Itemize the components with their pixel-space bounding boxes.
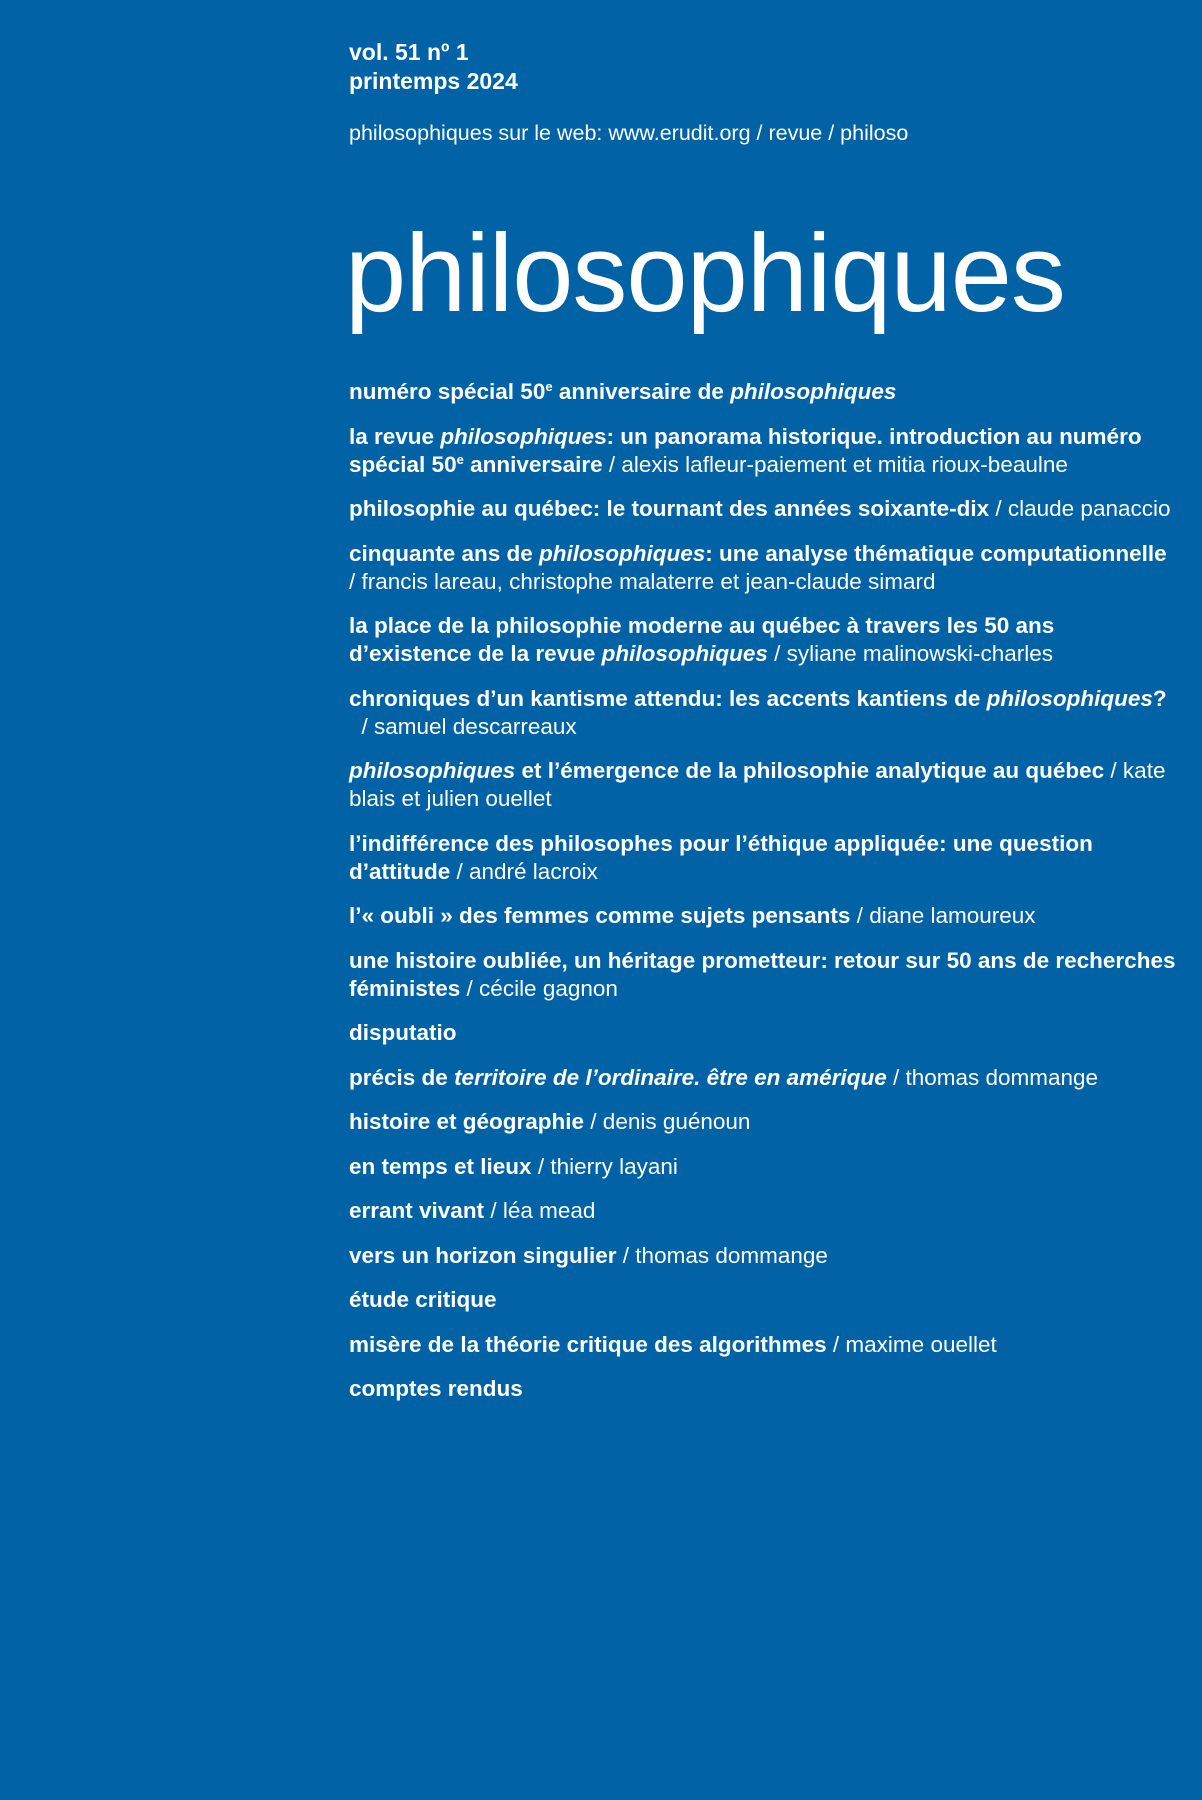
toc-section-heading: étude critique xyxy=(349,1287,497,1312)
toc-entry-special-issue: numéro spécial 50e anniversaire de philosophiques xyxy=(349,379,897,404)
table-of-contents xyxy=(349,378,1179,1403)
toc-entry: une histoire oubliée, un héritage prometteur: retour sur 50 ans de recherches féministes / cécile gagnon xyxy=(349,947,1176,1001)
toc-entry: l’« oubli » des femmes comme sujets pensants / diane lamoureux xyxy=(349,903,1036,928)
toc-entry: chroniques d’un kantisme attendu: les accents kantiens de philosophiques? / samuel descarreaux xyxy=(349,685,1167,739)
toc-entry: misère de la théorie critique des algorithmes / maxime ouellet xyxy=(349,1331,997,1357)
cover-content xyxy=(345,38,1179,1420)
toc-entry: histoire et géographie / denis guénoun xyxy=(349,1109,751,1134)
toc-entry: cinquante ans de philosophiques: une analyse thématique computationnelle / francis lareau, christophe malaterre et jean-claude simard xyxy=(349,540,1167,594)
toc-entry: l’indifférence des philosophes pour l’éthique appliquée: une question d’attitude / andré lacroix xyxy=(349,830,1093,884)
toc-entry: philosophiques et l’émergence de la philosophie analytique au québec / kate blais et julien ouellet xyxy=(349,758,1166,811)
toc-entry: précis de territoire de l’ordinaire. être en amérique / thomas dommange xyxy=(349,1064,1099,1090)
toc-section-heading: disputatio xyxy=(349,1020,457,1045)
web-address: philosophiques sur le web: www.erudit.org / revue / philoso xyxy=(349,121,909,145)
toc-entry: en temps et lieux / thierry layani xyxy=(349,1153,678,1179)
toc-entry: errant vivant / léa mead xyxy=(349,1198,596,1223)
toc-entry: vers un horizon singulier / thomas dommange xyxy=(349,1242,828,1268)
toc-entry: philosophie au québec: le tournant des années soixante-dix / claude panaccio xyxy=(349,496,1171,521)
issue-season: printemps 2024 xyxy=(349,68,518,94)
journal-title: philosophiques xyxy=(345,212,1065,335)
toc-section-heading: comptes rendus xyxy=(349,1376,523,1401)
toc-entry: la place de la philosophie moderne au québec à travers les 50 ans d’existence de la revue philosophiques / syliane malinowski-charles xyxy=(349,613,1055,666)
toc-entry: la revue philosophiques: un panorama historique. introduction au numéro spécial 50e anniversaire / alexis lafleur-paiement et mitia rioux-beaulne xyxy=(349,423,1142,477)
issue-volume: vol. 51 nº 1 xyxy=(349,39,469,65)
